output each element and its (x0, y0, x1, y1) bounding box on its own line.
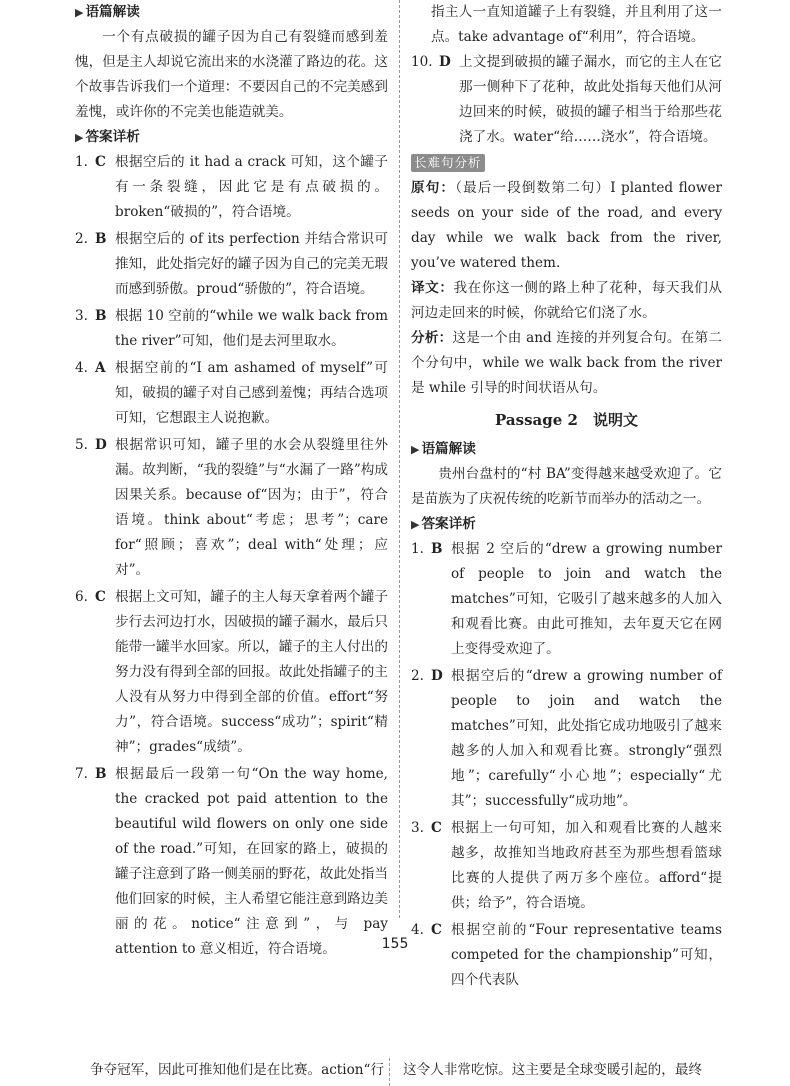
item-number: 2. (411, 668, 424, 684)
item-explanation: 根据 2 空后的“drew a growing number of people to join and watch the matches”可知，它吸引了越来越多的人加入和观看比赛。由此可推知，去年夏天它在网上变得受欢迎了。 (451, 541, 722, 657)
section-header-answers: ▶ 答案详析 (411, 512, 722, 537)
long-sentence-header (411, 151, 722, 176)
next-page-right-text: 这令人非常吃惊。这主要是全球变暖引起的，最终 (403, 1062, 703, 1078)
item-explanation: 根据空前的“Four representative teams competed for the championship”可知，四个代表队 (451, 922, 722, 988)
triangle-bullet-icon: ▶ (411, 518, 420, 531)
item-answer: A (95, 360, 106, 376)
answer-item (75, 150, 388, 225)
long-sentence-badge: 长难句分析 (411, 154, 485, 172)
answer-item (411, 537, 722, 662)
item-answer: C (95, 154, 106, 170)
item-explanation: 根据空后的“drew a growing number of people to join and watch the matches”可知，此处指它成功地吸引了越来越多的人加入和观看比赛。strongly“强烈地”；carefully“小心地”；especially“尤其”；successfully“成功地”。 (451, 668, 722, 809)
triangle-bullet-icon: ▶ (75, 131, 84, 144)
answer-item (411, 918, 722, 993)
item-number: 6. (75, 589, 88, 605)
triangle-bullet-icon: ▶ (411, 443, 420, 456)
item-number: 1. (75, 154, 88, 170)
answer-list (411, 537, 722, 993)
item-answer: D (431, 668, 443, 684)
item-answer: B (95, 308, 107, 324)
item-answer: B (95, 766, 107, 782)
next-page-left-text: 争夺冠军，因此可推知他们是在比赛。action“行 (90, 1062, 385, 1078)
item-number: 7. (75, 766, 88, 782)
item-number: 4. (411, 922, 424, 938)
item-explanation: 根据上文可知，罐子的主人每天拿着两个罐子步行去河边打水，因破损的罐子漏水，最后只能带一罐半水回家。所以，罐子的主人付出的努力没有得到全部的回报。故此处指罐子的主人没有从努力中得到全部的价值。effort“努力”，符合语境。success“成功”；spirit“精神”；grades“成绩”。 (115, 589, 388, 755)
right-column (411, 0, 722, 995)
item-explanation: 根据空后的 it had a crack 可知，这个罐子有一条裂缝，因此它是有点破损的。broken“破损的”，符合语境。 (115, 154, 388, 220)
section-header-reading: ▶ 语篇解读 (75, 0, 388, 25)
answer-item (75, 356, 388, 431)
column-divider (389, 1058, 390, 1086)
analysis: 分析：这是一个由 and 连接的并列复合句。在第二个分句中，while we walk back from the river 是 while 引导的时间状语从句。 (411, 330, 722, 396)
answer-item (75, 585, 388, 760)
left-column (75, 0, 388, 964)
item-explanation: 根据空前的“I am ashamed of myself”可知，破损的罐子对自己感到羞愧；再结合选项可知，它想跟主人说抱歉。 (115, 360, 388, 426)
answer-item (75, 227, 388, 302)
item-answer: B (95, 231, 107, 247)
answer-continuation: 指主人一直知道罐子上有裂缝，并且利用了这一点。take advantage of“利用”，符合语境。 (431, 4, 722, 45)
passage-title: Passage 2 说明文 (495, 411, 638, 429)
item-answer: C (431, 820, 442, 836)
item-answer: C (95, 589, 106, 605)
item-explanation: 根据 10 空前的“while we walk back from the river”可知，他们是去河里取水。 (115, 308, 388, 349)
item-explanation: 上文提到破损的罐子漏水，而它的主人在它那一侧种下了花种，故此处指每天他们从河边回来的时候，破损的罐子相当于给那些花浇了水。water“给……浇水”，符合语境。 (459, 54, 722, 145)
answer-item (411, 50, 722, 150)
answer-item (75, 433, 388, 583)
item-explanation: 根据常识可知，罐子里的水会从裂缝里往外漏。故判断，“我的裂缝”与“水漏了一路”构成因果关系。because of“因为；由于”，符合语境。think about“考虑；思考”；care for“照顾；喜欢”；deal with“处理；应对”。 (115, 437, 388, 578)
item-answer: B (431, 541, 443, 557)
passage-summary: 一个有点破损的罐子因为自己有裂缝而感到羞愧，但是主人却说它流出来的水浇灌了路边的花。这个故事告诉我们一个道理：不要因自己的不完美感到羞愧，或许你的不完美也能造就美。 (75, 29, 388, 120)
original-sentence: 原句：（最后一段倒数第二句）I planted flower seeds on your side of the road, and every day while we walk back from the river, you’ve watered them. (411, 180, 723, 271)
item-answer: D (439, 54, 451, 70)
item-explanation: 根据空后的 of its perfection 并结合常识可推知，此处指完好的罐子因为自己的完美无瑕而感到骄傲。proud“骄傲的”，符合语境。 (115, 231, 388, 297)
item-number: 4. (75, 360, 88, 376)
triangle-bullet-icon: ▶ (75, 6, 84, 19)
item-number: 1. (411, 541, 424, 557)
item-number: 3. (75, 308, 88, 324)
passage-summary: 贵州台盘村的“村 BA”变得越来越受欢迎了。它是苗族为了庆祝传统的吃新节而举办的活动之一。 (411, 466, 722, 507)
answer-item (75, 762, 388, 962)
item-answer: C (431, 922, 442, 938)
answer-list (75, 150, 388, 962)
item-number: 5. (75, 437, 88, 453)
section-header-reading: ▶ 语篇解读 (411, 437, 722, 462)
section-header-answers: ▶ 答案详析 (75, 125, 388, 150)
item-answer: D (95, 437, 107, 453)
item-number: 3. (411, 820, 424, 836)
answer-item (411, 816, 722, 916)
answer-item (411, 664, 722, 814)
page-number: 155 (381, 936, 409, 952)
column-divider (399, 0, 400, 918)
answer-item (75, 304, 388, 354)
item-explanation: 根据上一句可知，加入和观看比赛的人越来越多，故推知当地政府甚至为那些想看篮球比赛的人提供了两万多个座位。afford“提供；给予”，符合语境。 (451, 820, 722, 911)
item-number: 10. (411, 54, 433, 70)
item-number: 2. (75, 231, 88, 247)
translation: 译文：我在你这一侧的路上种了花种，每天我们从河边走回来的时候，你就给它们浇了水。 (411, 280, 723, 321)
item-explanation: 根据最后一段第一句“On the way home, the cracked pot paid attention to the beautiful wild flowers on only one side of the road.”可知，在回家的路上，破损的罐子注意到了路一侧美丽的野花，故此处指当他们回家的时候，主人希望它能注意到路边美丽的花。notice“注意到”，与 pay attention to 意义相近，符合语境。 (115, 766, 388, 957)
